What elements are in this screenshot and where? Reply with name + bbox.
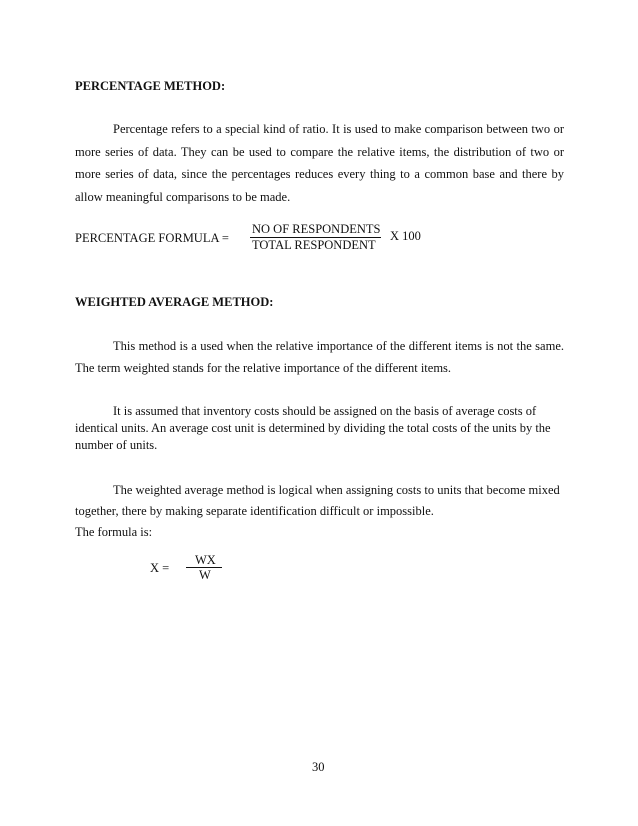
- percentage-method-heading: PERCENTAGE METHOD:: [75, 79, 226, 93]
- weighted-paragraph-2-line-2: identical units. An average cost unit is determined by dividing the total costs of the units by the: [75, 421, 551, 435]
- weighted-paragraph-2-line-3: number of units.: [75, 438, 158, 452]
- percentage-paragraph-line-4: allow meaningful comparisons to be made.: [75, 190, 291, 204]
- percentage-paragraph-line-2: more series of data. They can be used to compare the relative items, the distribution of two or: [75, 145, 564, 159]
- weighted-average-method-heading: WEIGHTED AVERAGE METHOD:: [75, 295, 274, 309]
- percentage-formula-multiplier: X 100: [390, 229, 421, 243]
- weighted-paragraph-1-line-2: The term weighted stands for the relative importance of the different items.: [75, 361, 452, 375]
- weighted-paragraph-3-line-2: together, there by making separate identification difficult or impossible.: [75, 504, 434, 518]
- weighted-formula-denominator: W: [199, 568, 211, 582]
- formula-intro: The formula is:: [75, 525, 153, 539]
- weighted-formula-lhs: X =: [150, 561, 170, 575]
- percentage-formula-numerator: NO OF RESPONDENTS: [252, 222, 381, 236]
- page-number: 30: [312, 760, 325, 774]
- percentage-paragraph-line-1: Percentage refers to a special kind of ratio. It is used to make comparison between two or: [113, 122, 564, 136]
- weighted-paragraph-2-line-1: It is assumed that inventory costs should be assigned on the basis of average costs of: [113, 404, 537, 418]
- weighted-paragraph-3-line-1: The weighted average method is logical when assigning costs to units that become mixed: [113, 483, 560, 497]
- percentage-paragraph-line-3: more series of data, since the percentages reduces every thing to a common base and there by: [75, 167, 564, 181]
- weighted-paragraph-1-line-1: This method is a used when the relative importance of the different items is not the same.: [113, 339, 564, 353]
- percentage-formula-label: PERCENTAGE FORMULA =: [75, 231, 229, 245]
- percentage-formula-denominator: TOTAL RESPONDENT: [252, 238, 376, 252]
- weighted-formula-numerator: WX: [195, 553, 216, 567]
